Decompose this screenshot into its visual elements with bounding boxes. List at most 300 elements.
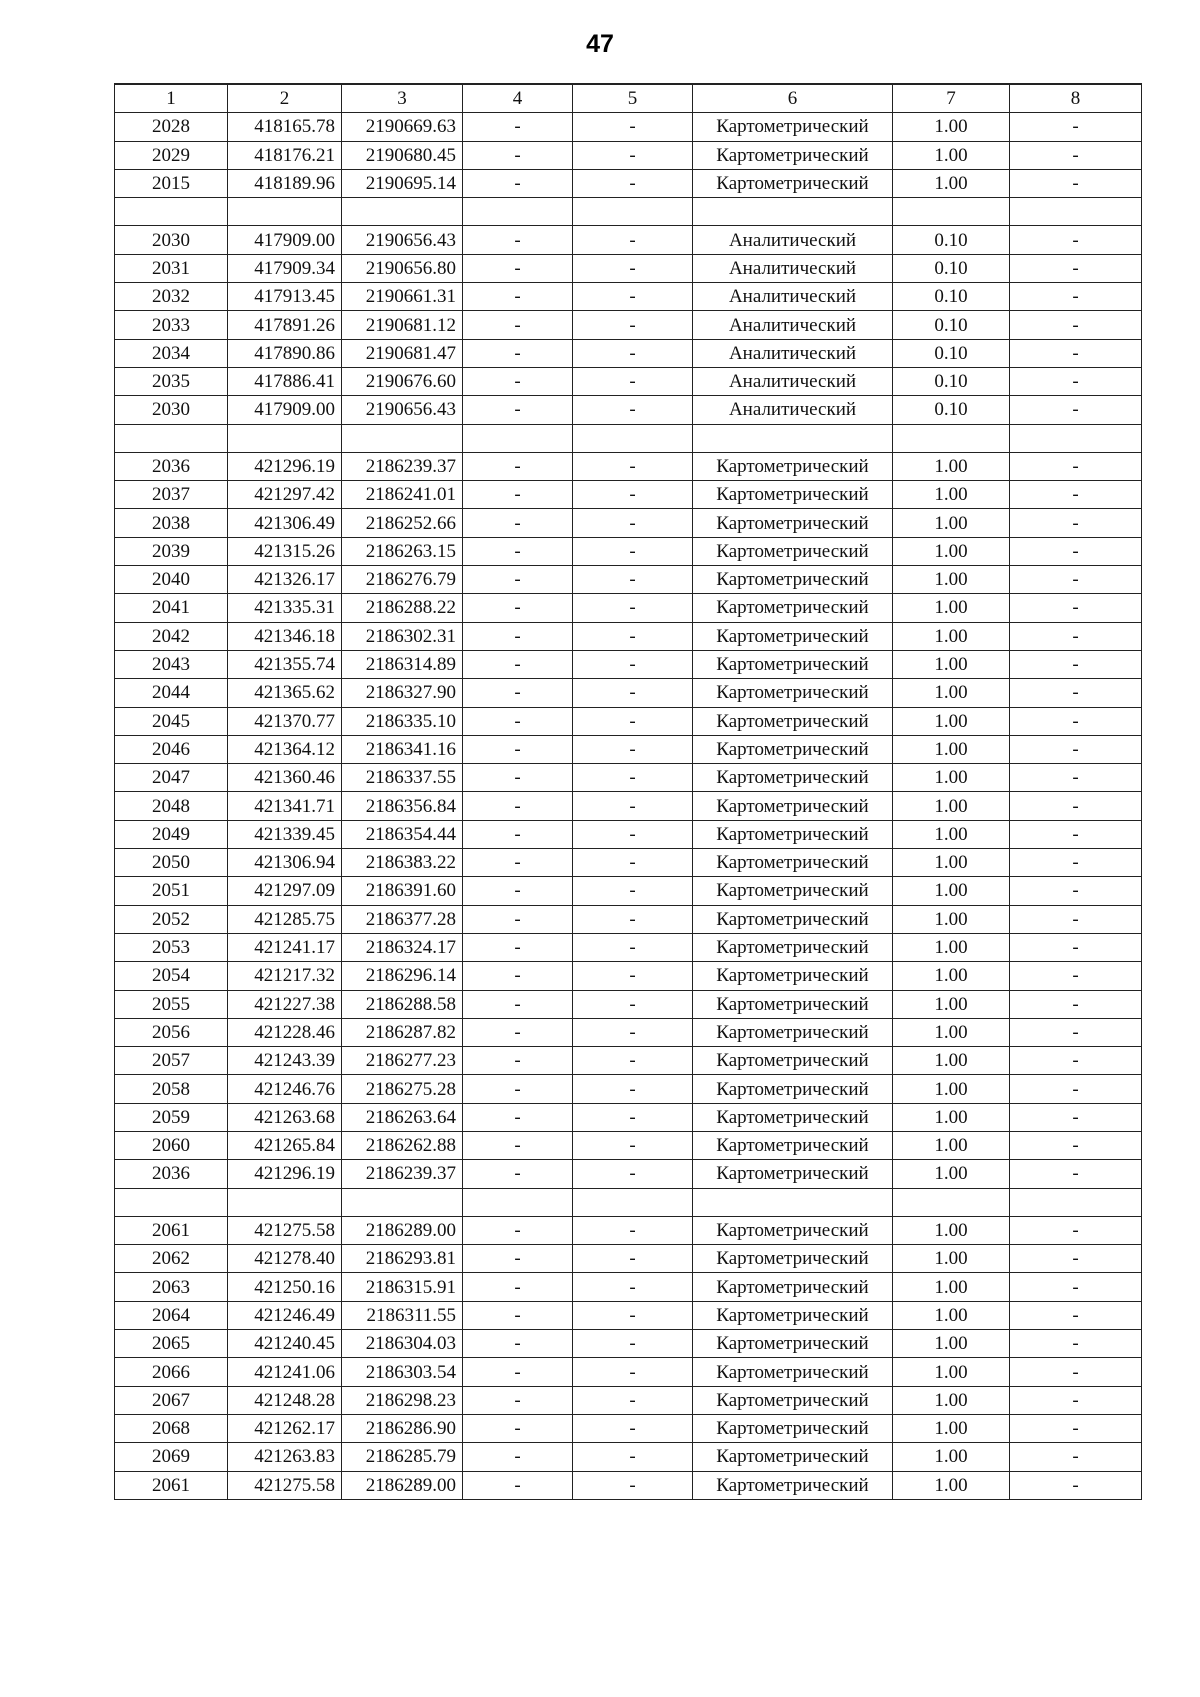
- table-row: [115, 1245, 1142, 1273]
- accuracy-cell: 1.00: [893, 1358, 1010, 1386]
- accuracy-cell: 1.00: [893, 509, 1010, 537]
- point-number-cell: 2030: [115, 396, 228, 424]
- table-header: [115, 84, 1142, 113]
- table-row: [115, 254, 1142, 282]
- x-coordinate-cell: 421296.19: [228, 1160, 342, 1188]
- y-coordinate-cell: 2186288.58: [342, 990, 463, 1018]
- table-row: [115, 594, 1142, 622]
- method-cell: Картометрический: [693, 1330, 893, 1358]
- column-8-cell: -: [1010, 566, 1142, 594]
- column-8-cell: -: [1010, 1018, 1142, 1046]
- y-coordinate-cell: 2186356.84: [342, 792, 463, 820]
- point-number-cell: 2062: [115, 1245, 228, 1273]
- header-row: [115, 84, 1142, 113]
- point-number-cell: 2056: [115, 1018, 228, 1046]
- y-coordinate-cell: 2186276.79: [342, 566, 463, 594]
- point-number-cell: 2046: [115, 735, 228, 763]
- x-coordinate-cell: 421285.75: [228, 905, 342, 933]
- column-5-cell: -: [573, 1216, 693, 1244]
- column-4-cell: -: [463, 1443, 573, 1471]
- column-4-cell: -: [463, 226, 573, 254]
- y-coordinate-cell: 2190656.80: [342, 254, 463, 282]
- column-5-cell: -: [573, 566, 693, 594]
- separator-row: [115, 424, 1142, 452]
- method-cell: Картометрический: [693, 1471, 893, 1499]
- column-8-cell: -: [1010, 226, 1142, 254]
- method-cell: Картометрический: [693, 1216, 893, 1244]
- table-row: [115, 679, 1142, 707]
- point-number-cell: 2039: [115, 537, 228, 565]
- accuracy-cell: 1.00: [893, 1018, 1010, 1046]
- header-cell: 1: [115, 84, 228, 113]
- column-4-cell: -: [463, 1358, 573, 1386]
- point-number-cell: 2068: [115, 1414, 228, 1442]
- method-cell: Картометрический: [693, 1245, 893, 1273]
- column-5-cell: -: [573, 1103, 693, 1131]
- method-cell: Картометрический: [693, 792, 893, 820]
- x-coordinate-cell: 421250.16: [228, 1273, 342, 1301]
- y-coordinate-cell: 2186277.23: [342, 1047, 463, 1075]
- column-5-cell: -: [573, 1301, 693, 1329]
- column-5-cell: -: [573, 1273, 693, 1301]
- point-number-cell: 2050: [115, 849, 228, 877]
- method-cell: Картометрический: [693, 764, 893, 792]
- coordinates-table: [114, 83, 1142, 1500]
- point-number-cell: 2052: [115, 905, 228, 933]
- separator-row: [115, 1188, 1142, 1216]
- accuracy-cell: 1.00: [893, 679, 1010, 707]
- x-coordinate-cell: 421265.84: [228, 1131, 342, 1159]
- x-coordinate-cell: 421275.58: [228, 1216, 342, 1244]
- x-coordinate-cell: 421326.17: [228, 566, 342, 594]
- column-4-cell: -: [463, 339, 573, 367]
- point-number-cell: 2045: [115, 707, 228, 735]
- column-8-cell: -: [1010, 254, 1142, 282]
- column-8-cell: -: [1010, 820, 1142, 848]
- x-coordinate-cell: [228, 1188, 342, 1216]
- column-8-cell: -: [1010, 764, 1142, 792]
- column-4-cell: -: [463, 1273, 573, 1301]
- method-cell: Картометрический: [693, 169, 893, 197]
- column-5-cell: -: [573, 792, 693, 820]
- method-cell: Картометрический: [693, 962, 893, 990]
- column-5-cell: -: [573, 650, 693, 678]
- x-coordinate-cell: [228, 198, 342, 226]
- accuracy-cell: 1.00: [893, 1273, 1010, 1301]
- accuracy-cell: 1.00: [893, 1075, 1010, 1103]
- method-cell: Картометрический: [693, 1273, 893, 1301]
- table-row: [115, 962, 1142, 990]
- method-cell: Картометрический: [693, 820, 893, 848]
- accuracy-cell: 1.00: [893, 594, 1010, 622]
- column-4-cell: [463, 198, 573, 226]
- table-row: [115, 764, 1142, 792]
- column-4-cell: [463, 1188, 573, 1216]
- table-row: [115, 283, 1142, 311]
- x-coordinate-cell: 421341.71: [228, 792, 342, 820]
- y-coordinate-cell: 2186296.14: [342, 962, 463, 990]
- x-coordinate-cell: 418176.21: [228, 141, 342, 169]
- accuracy-cell: 0.10: [893, 311, 1010, 339]
- column-8-cell: -: [1010, 1273, 1142, 1301]
- method-cell: Картометрический: [693, 1414, 893, 1442]
- column-5-cell: -: [573, 254, 693, 282]
- table-row: [115, 707, 1142, 735]
- point-number-cell: 2028: [115, 113, 228, 141]
- method-cell: Картометрический: [693, 679, 893, 707]
- column-8-cell: -: [1010, 1386, 1142, 1414]
- column-8-cell: -: [1010, 877, 1142, 905]
- accuracy-cell: 0.10: [893, 226, 1010, 254]
- y-coordinate-cell: 2186289.00: [342, 1216, 463, 1244]
- column-4-cell: -: [463, 792, 573, 820]
- header-cell: 2: [228, 84, 342, 113]
- point-number-cell: 2032: [115, 283, 228, 311]
- y-coordinate-cell: 2186263.64: [342, 1103, 463, 1131]
- accuracy-cell: 1.00: [893, 452, 1010, 480]
- column-4-cell: -: [463, 820, 573, 848]
- column-8-cell: -: [1010, 1358, 1142, 1386]
- column-4-cell: -: [463, 933, 573, 961]
- y-coordinate-cell: 2186354.44: [342, 820, 463, 848]
- x-coordinate-cell: 417890.86: [228, 339, 342, 367]
- x-coordinate-cell: 421306.94: [228, 849, 342, 877]
- accuracy-cell: 1.00: [893, 1443, 1010, 1471]
- accuracy-cell: 1.00: [893, 707, 1010, 735]
- point-number-cell: 2069: [115, 1443, 228, 1471]
- point-number-cell: 2044: [115, 679, 228, 707]
- column-4-cell: -: [463, 622, 573, 650]
- column-8-cell: -: [1010, 509, 1142, 537]
- y-coordinate-cell: 2186302.31: [342, 622, 463, 650]
- column-8-cell: -: [1010, 311, 1142, 339]
- accuracy-cell: 1.00: [893, 877, 1010, 905]
- column-8-cell: -: [1010, 1471, 1142, 1499]
- column-5-cell: -: [573, 679, 693, 707]
- point-number-cell: 2042: [115, 622, 228, 650]
- table-row: [115, 452, 1142, 480]
- accuracy-cell: 1.00: [893, 537, 1010, 565]
- column-4-cell: -: [463, 537, 573, 565]
- column-4-cell: -: [463, 1414, 573, 1442]
- column-8-cell: -: [1010, 1443, 1142, 1471]
- accuracy-cell: [893, 198, 1010, 226]
- column-5-cell: -: [573, 1245, 693, 1273]
- table-row: [115, 367, 1142, 395]
- column-4-cell: -: [463, 905, 573, 933]
- table-row: [115, 1131, 1142, 1159]
- point-number-cell: 2048: [115, 792, 228, 820]
- accuracy-cell: 1.00: [893, 481, 1010, 509]
- point-number-cell: 2036: [115, 1160, 228, 1188]
- x-coordinate-cell: 421228.46: [228, 1018, 342, 1046]
- y-coordinate-cell: 2186262.88: [342, 1131, 463, 1159]
- y-coordinate-cell: 2190676.60: [342, 367, 463, 395]
- x-coordinate-cell: 421241.06: [228, 1358, 342, 1386]
- column-4-cell: -: [463, 254, 573, 282]
- column-8-cell: -: [1010, 990, 1142, 1018]
- column-5-cell: -: [573, 1471, 693, 1499]
- column-4-cell: -: [463, 1075, 573, 1103]
- method-cell: Картометрический: [693, 905, 893, 933]
- y-coordinate-cell: 2186304.03: [342, 1330, 463, 1358]
- column-4-cell: -: [463, 1047, 573, 1075]
- accuracy-cell: 1.00: [893, 1160, 1010, 1188]
- column-8-cell: -: [1010, 1160, 1142, 1188]
- x-coordinate-cell: 421315.26: [228, 537, 342, 565]
- table-row: [115, 113, 1142, 141]
- column-4-cell: -: [463, 1160, 573, 1188]
- x-coordinate-cell: 421346.18: [228, 622, 342, 650]
- x-coordinate-cell: 421339.45: [228, 820, 342, 848]
- point-number-cell: 2049: [115, 820, 228, 848]
- column-8-cell: -: [1010, 367, 1142, 395]
- column-5-cell: -: [573, 113, 693, 141]
- y-coordinate-cell: 2186391.60: [342, 877, 463, 905]
- x-coordinate-cell: 417886.41: [228, 367, 342, 395]
- separator-row: [115, 198, 1142, 226]
- x-coordinate-cell: 421248.28: [228, 1386, 342, 1414]
- x-coordinate-cell: 421297.09: [228, 877, 342, 905]
- table-row: [115, 1103, 1142, 1131]
- column-5-cell: -: [573, 1160, 693, 1188]
- x-coordinate-cell: 421241.17: [228, 933, 342, 961]
- header-cell: 5: [573, 84, 693, 113]
- column-5-cell: -: [573, 622, 693, 650]
- column-4-cell: -: [463, 735, 573, 763]
- accuracy-cell: 1.00: [893, 820, 1010, 848]
- y-coordinate-cell: 2186239.37: [342, 1160, 463, 1188]
- accuracy-cell: 1.00: [893, 962, 1010, 990]
- table-row: [115, 1075, 1142, 1103]
- accuracy-cell: 1.00: [893, 113, 1010, 141]
- column-5-cell: [573, 198, 693, 226]
- method-cell: Картометрический: [693, 509, 893, 537]
- column-4-cell: -: [463, 594, 573, 622]
- column-4-cell: -: [463, 283, 573, 311]
- accuracy-cell: 1.00: [893, 1386, 1010, 1414]
- column-5-cell: -: [573, 764, 693, 792]
- column-4-cell: -: [463, 566, 573, 594]
- y-coordinate-cell: 2186337.55: [342, 764, 463, 792]
- method-cell: Картометрический: [693, 537, 893, 565]
- method-cell: Картометрический: [693, 1047, 893, 1075]
- x-coordinate-cell: 421275.58: [228, 1471, 342, 1499]
- method-cell: Картометрический: [693, 933, 893, 961]
- accuracy-cell: 1.00: [893, 905, 1010, 933]
- column-4-cell: -: [463, 962, 573, 990]
- column-4-cell: -: [463, 1131, 573, 1159]
- method-cell: Картометрический: [693, 735, 893, 763]
- method-cell: Картометрический: [693, 622, 893, 650]
- method-cell: Картометрический: [693, 481, 893, 509]
- column-8-cell: -: [1010, 1414, 1142, 1442]
- point-number-cell: 2037: [115, 481, 228, 509]
- column-5-cell: -: [573, 481, 693, 509]
- x-coordinate-cell: 421246.76: [228, 1075, 342, 1103]
- x-coordinate-cell: 421355.74: [228, 650, 342, 678]
- column-4-cell: -: [463, 1330, 573, 1358]
- y-coordinate-cell: 2190656.43: [342, 226, 463, 254]
- point-number-cell: 2036: [115, 452, 228, 480]
- point-number-cell: 2055: [115, 990, 228, 1018]
- column-4-cell: -: [463, 707, 573, 735]
- point-number-cell: 2029: [115, 141, 228, 169]
- column-8-cell: -: [1010, 141, 1142, 169]
- column-5-cell: -: [573, 537, 693, 565]
- method-cell: Аналитический: [693, 254, 893, 282]
- table-row: [115, 622, 1142, 650]
- y-coordinate-cell: 2186263.15: [342, 537, 463, 565]
- accuracy-cell: 0.10: [893, 254, 1010, 282]
- accuracy-cell: 0.10: [893, 283, 1010, 311]
- method-cell: Картометрический: [693, 1160, 893, 1188]
- column-4-cell: -: [463, 764, 573, 792]
- point-number-cell: 2030: [115, 226, 228, 254]
- x-coordinate-cell: 421263.83: [228, 1443, 342, 1471]
- table-row: [115, 877, 1142, 905]
- method-cell: Аналитический: [693, 311, 893, 339]
- y-coordinate-cell: 2186341.16: [342, 735, 463, 763]
- table-row: [115, 1358, 1142, 1386]
- method-cell: Картометрический: [693, 990, 893, 1018]
- column-4-cell: -: [463, 877, 573, 905]
- column-4-cell: -: [463, 1386, 573, 1414]
- column-5-cell: -: [573, 141, 693, 169]
- column-5-cell: -: [573, 1018, 693, 1046]
- y-coordinate-cell: 2186335.10: [342, 707, 463, 735]
- accuracy-cell: 1.00: [893, 1301, 1010, 1329]
- column-8-cell: -: [1010, 169, 1142, 197]
- y-coordinate-cell: 2186289.00: [342, 1471, 463, 1499]
- point-number-cell: 2035: [115, 367, 228, 395]
- column-4-cell: -: [463, 1245, 573, 1273]
- point-number-cell: 2043: [115, 650, 228, 678]
- x-coordinate-cell: 417913.45: [228, 283, 342, 311]
- column-4-cell: -: [463, 990, 573, 1018]
- accuracy-cell: 1.00: [893, 141, 1010, 169]
- column-8-cell: [1010, 1188, 1142, 1216]
- table-row: [115, 169, 1142, 197]
- accuracy-cell: 1.00: [893, 1131, 1010, 1159]
- y-coordinate-cell: 2186383.22: [342, 849, 463, 877]
- column-5-cell: -: [573, 877, 693, 905]
- method-cell: Картометрический: [693, 707, 893, 735]
- column-5-cell: -: [573, 396, 693, 424]
- accuracy-cell: 0.10: [893, 367, 1010, 395]
- x-coordinate-cell: [228, 424, 342, 452]
- method-cell: Картометрический: [693, 1301, 893, 1329]
- y-coordinate-cell: 2186303.54: [342, 1358, 463, 1386]
- column-5-cell: -: [573, 849, 693, 877]
- table-row: [115, 566, 1142, 594]
- y-coordinate-cell: 2186252.66: [342, 509, 463, 537]
- table-row: [115, 481, 1142, 509]
- x-coordinate-cell: 421364.12: [228, 735, 342, 763]
- column-8-cell: -: [1010, 1131, 1142, 1159]
- table-row: [115, 1216, 1142, 1244]
- column-5-cell: [573, 1188, 693, 1216]
- y-coordinate-cell: 2186288.22: [342, 594, 463, 622]
- x-coordinate-cell: 421246.49: [228, 1301, 342, 1329]
- column-8-cell: -: [1010, 735, 1142, 763]
- column-8-cell: -: [1010, 113, 1142, 141]
- point-number-cell: [115, 198, 228, 226]
- y-coordinate-cell: 2186327.90: [342, 679, 463, 707]
- point-number-cell: 2059: [115, 1103, 228, 1131]
- point-number-cell: 2053: [115, 933, 228, 961]
- column-5-cell: -: [573, 1075, 693, 1103]
- y-coordinate-cell: 2190680.45: [342, 141, 463, 169]
- column-5-cell: -: [573, 226, 693, 254]
- accuracy-cell: 0.10: [893, 396, 1010, 424]
- y-coordinate-cell: 2190681.47: [342, 339, 463, 367]
- column-5-cell: -: [573, 367, 693, 395]
- x-coordinate-cell: 417891.26: [228, 311, 342, 339]
- column-5-cell: -: [573, 1131, 693, 1159]
- column-8-cell: -: [1010, 1103, 1142, 1131]
- column-8-cell: -: [1010, 452, 1142, 480]
- point-number-cell: 2061: [115, 1471, 228, 1499]
- column-4-cell: -: [463, 367, 573, 395]
- point-number-cell: 2033: [115, 311, 228, 339]
- table-row: [115, 339, 1142, 367]
- point-number-cell: 2064: [115, 1301, 228, 1329]
- column-8-cell: -: [1010, 537, 1142, 565]
- method-cell: [693, 198, 893, 226]
- method-cell: Аналитический: [693, 339, 893, 367]
- column-4-cell: -: [463, 1216, 573, 1244]
- column-5-cell: -: [573, 1414, 693, 1442]
- column-5-cell: -: [573, 283, 693, 311]
- point-number-cell: 2065: [115, 1330, 228, 1358]
- table-row: [115, 1047, 1142, 1075]
- method-cell: Картометрический: [693, 1443, 893, 1471]
- method-cell: Картометрический: [693, 1018, 893, 1046]
- column-8-cell: -: [1010, 962, 1142, 990]
- x-coordinate-cell: 421296.19: [228, 452, 342, 480]
- column-4-cell: -: [463, 679, 573, 707]
- point-number-cell: [115, 1188, 228, 1216]
- table-row: [115, 820, 1142, 848]
- header-cell: 6: [693, 84, 893, 113]
- y-coordinate-cell: 2186239.37: [342, 452, 463, 480]
- point-number-cell: 2031: [115, 254, 228, 282]
- y-coordinate-cell: [342, 424, 463, 452]
- table-row: [115, 792, 1142, 820]
- column-5-cell: -: [573, 311, 693, 339]
- column-4-cell: -: [463, 1471, 573, 1499]
- y-coordinate-cell: 2186298.23: [342, 1386, 463, 1414]
- point-number-cell: 2060: [115, 1131, 228, 1159]
- column-5-cell: -: [573, 707, 693, 735]
- method-cell: Картометрический: [693, 452, 893, 480]
- accuracy-cell: 1.00: [893, 735, 1010, 763]
- method-cell: Картометрический: [693, 1358, 893, 1386]
- table-row: [115, 1414, 1142, 1442]
- y-coordinate-cell: 2186293.81: [342, 1245, 463, 1273]
- column-5-cell: -: [573, 990, 693, 1018]
- x-coordinate-cell: 421335.31: [228, 594, 342, 622]
- table-row: [115, 311, 1142, 339]
- x-coordinate-cell: 421365.62: [228, 679, 342, 707]
- accuracy-cell: 1.00: [893, 566, 1010, 594]
- page-number: 47: [586, 30, 614, 58]
- column-5-cell: -: [573, 905, 693, 933]
- x-coordinate-cell: 421306.49: [228, 509, 342, 537]
- column-8-cell: -: [1010, 933, 1142, 961]
- header-cell: 4: [463, 84, 573, 113]
